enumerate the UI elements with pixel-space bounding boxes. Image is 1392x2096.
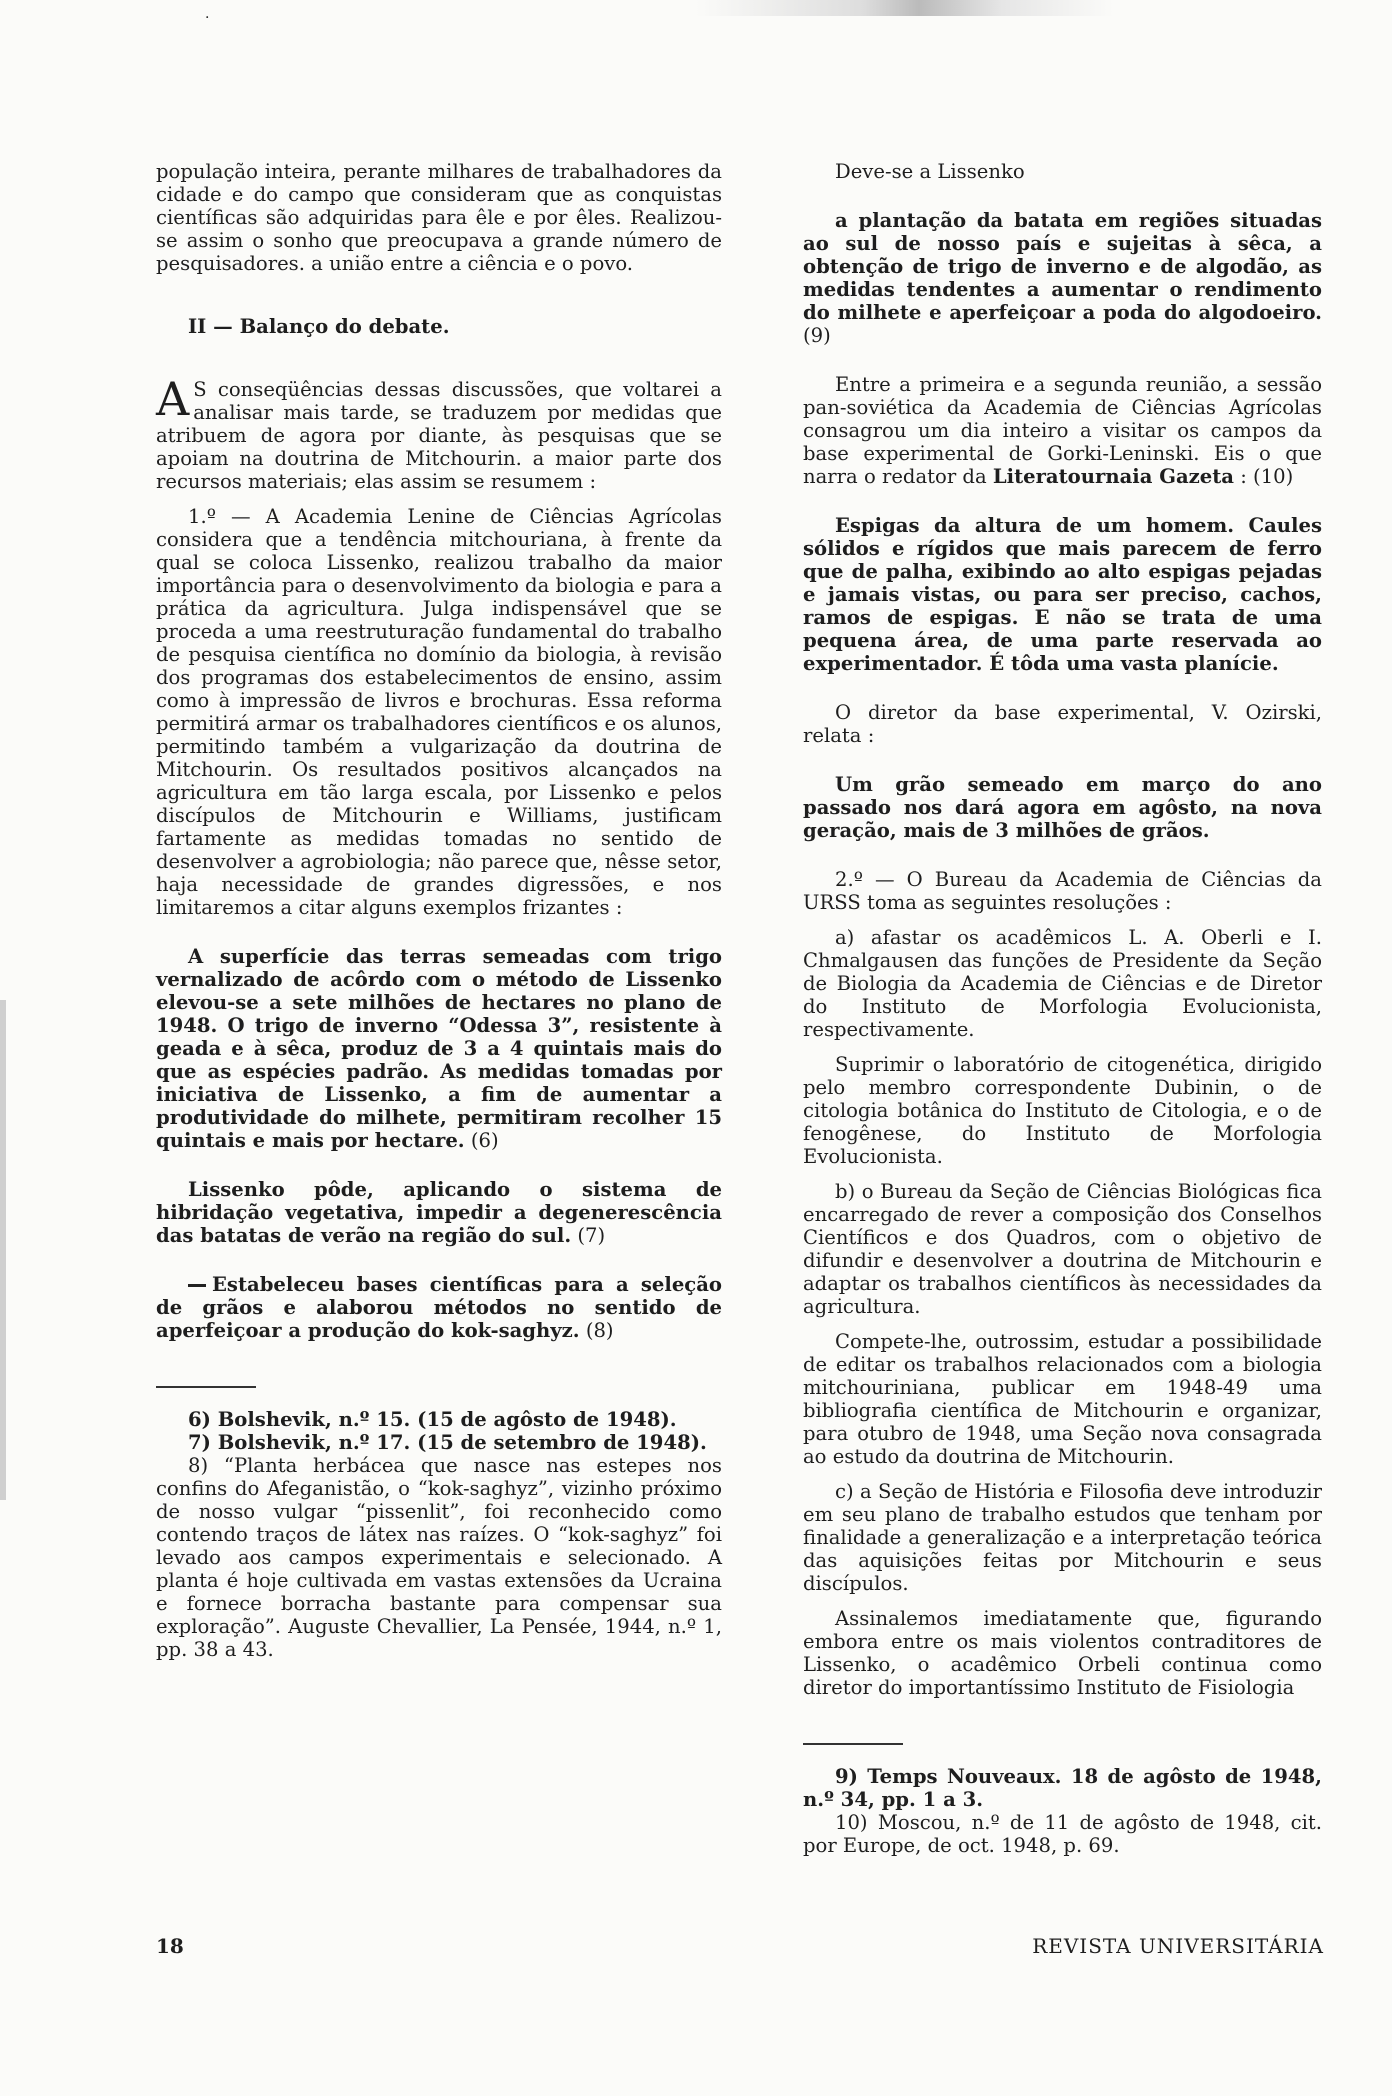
quote-superficie <box>156 945 722 1152</box>
devese-paragraph: Deve-se a Lissenko <box>835 160 1025 183</box>
quote-plantacao <box>803 209 1322 347</box>
footnote-7: 7) Bolshevik, n.º 17. (15 de setembro de 1948). <box>188 1431 707 1454</box>
ref-8: (8) <box>579 1319 614 1342</box>
literatournaia-gazeta: Literatournaia Gazeta <box>992 465 1234 488</box>
scan-speck: · <box>205 10 210 26</box>
diretor-paragraph: O diretor da base experimental, V. Ozirski, relata : <box>803 701 1322 747</box>
ref-7: (7) <box>571 1224 606 1247</box>
point-1-paragraph: 1.º — A Academia Lenine de Ciências Agrícolas considera que a tendência mitchouriana, à frente da qual se coloca Lissenko, realizou trabalho da maior importância para o desenvolvimento da biologia e para a prática da agricultura. Julga indispensável que se proceda a uma reestruturação fundamental do trabalho de pesquisa científica no domínio da biologia, à revisão dos programas dos estabelecimentos de ensino, assim como à impressão de livros e brochuras. Essa reforma permitirá armar os trabalhadores científicos e os alunos, permitindo também a vulgarização da doutrina de Mitchourin. Os resultados positivos alcançados na agricultura em tão larga escala, por Lissenko e pelos discípulos de Mitchourin e Williams, justificam fartamente as medidas tomadas no sentido de desenvolver a agrobiologia; não parece que, nêsse setor, haja necessidade de grandes digressões, e nos limitaremos a citar alguns exemplos frizantes : <box>156 505 722 919</box>
left-column <box>156 160 722 1661</box>
footnote-divider-right <box>803 1743 903 1745</box>
journal-title: REVISTA UNIVERSITÁRIA <box>1032 1934 1324 1958</box>
footnote-8: 8) “Planta herbácea que nasce nas estepes nos confins do Afeganistão, o “kok-saghyz”, vizinho próximo de nosso vulgar “pissenlit”, foi reconhecido como contendo traços de látex nas raízes. O “kok-saghyz” foi levado aos campos experimentais e selecionado. A planta é hoje cultivada em vastas extensões da Ucraina e fornece borracha bastante para compensar sua exploração”. Auguste Chevallier, La Pensée, 1944, n.º 1, pp. 38 a 43. <box>156 1454 722 1661</box>
ref-6: (6) <box>464 1129 499 1152</box>
footnote-10: 10) Moscou, n.º de 11 de agôsto de 1948, cit. por Europe, de oct. 1948, p. 69. <box>803 1811 1322 1857</box>
assinalemos-paragraph: Assinalemos imediatamente que, figurando embora entre os mais violentos contraditores de Lissenko, o acadêmico Orbeli continua como diretor do importantíssimo Instituto de Fisiologia <box>803 1607 1322 1699</box>
drop-cap: A <box>156 372 190 426</box>
footnote-divider <box>156 1386 256 1388</box>
footnote-6: 6) Bolshevik, n.º 15. (15 de agôsto de 1948). <box>188 1408 677 1431</box>
intro-paragraph: população inteira, perante milhares de trabalhadores da cidade e do campo que consideram que as conquistas científicas são adquiridas para êle e por êles. Realizou-se assim o sonho que preocupava a grande número de pesquisadores. a união entre a ciência e o povo. <box>156 160 722 275</box>
scan-edge-left <box>0 1000 6 1500</box>
quote-lissenko <box>156 1178 722 1247</box>
right-column <box>803 160 1322 1857</box>
item-a-paragraph: a) afastar os acadêmicos L. A. Oberli e I. Chmalgausen das funções de Presidente da Seção de Biologia da Academia de Ciências e de Diretor do Instituto de Morfologia Evolucionista, respectivamente. <box>803 926 1322 1041</box>
entre-paragraph <box>803 373 1322 488</box>
compete-paragraph: Compete-lhe, outrossim, estudar a possibilidade de editar os trabalhos relacionados com a biologia mitchouriniana, publicar em 1948-49 uma bibliografia científica de Mitchourin e organizar, para otubro de 1948, uma Seção nova consagrada ao estudo da doutrina de Mitchourin. <box>803 1330 1322 1468</box>
section-heading: II — Balanço do debate. <box>188 315 450 338</box>
entre-text: Entre a primeira e a segunda reunião, a sessão pan-soviética da Academia de Ciências Agrícolas consagrou um dia inteiro a visitar os campos da base experimental de Gorki-Leninski. Eis o que narra o redator da <box>803 373 1322 488</box>
consequences-paragraph <box>156 372 722 493</box>
entre-end: : (10) <box>1234 465 1294 488</box>
footnote-9: 9) Temps Nouveaux. 18 de agôsto de 1948, n.º 34, pp. 1 a 3. <box>803 1765 1322 1811</box>
page-number: 18 <box>156 1934 184 1958</box>
suprimir-paragraph: Suprimir o laboratório de citogenética, dirigido pelo membro correspondente Dubinin, o de citologia botânica do Instituto de Citologia, e o de fenogênese, do Instituto de Morfologia Evolucionista. <box>803 1053 1322 1168</box>
quote-plantacao-text: a plantação da batata em regiões situadas ao sul de nosso país e sujeitas à sêca, a obtenção de trigo de inverno e de algodão, as medidas tendentes a aumentar o rendimento do milhete e aperfeiçoar a poda do algodoeiro. <box>803 209 1322 324</box>
ref-9: (9) <box>803 324 831 347</box>
quote-espigas: Espigas da altura de um homem. Caules sólidos e rígidos que mais parecem de ferro que de palha, exibindo ao alto espigas pejadas e jamais vistas, ou para ser preciso, cachos, ramos de espigas. E não se trata de uma pequena área, de uma parte reservada ao experimentador. É tôda uma vasta planície. <box>803 514 1322 675</box>
consequences-text: S conseqüências dessas discussões, que voltarei a analisar mais tarde, se traduzem por medidas que atribuem de agora por diante, às pesquisas que se apoiam na doutrina de Mitchourin. a maior parte dos recursos materiais; elas assim se resumem : <box>156 378 722 493</box>
item-b-paragraph: b) o Bureau da Seção de Ciências Biológicas fica encarregado de rever a composição dos Conselhos Científicos e dos Quadros, com o objetivo de difundir e desenvolver a doutrina de Mitchourin e adaptar os trabalhos científicos às necessidades da agricultura. <box>803 1180 1322 1318</box>
dash-mark <box>188 1284 206 1287</box>
quote-lissenko-text: Lissenko pôde, aplicando o sistema de hibridação vegetativa, impedir a degenerescência das batatas de verão na região do sul. <box>156 1178 722 1247</box>
point-2-paragraph: 2.º — O Bureau da Academia de Ciências da URSS toma as seguintes resoluções : <box>803 868 1322 914</box>
item-c-paragraph: c) a Seção de História e Filosofia deve introduzir em seu plano de trabalho estudos que tenham por finalidade a generalização e a interpretação teórica das aquisições feitas por Mitchourin e seus discípulos. <box>803 1480 1322 1595</box>
quote-grao: Um grão semeado em março do ano passado nos dará agora em agôsto, na nova geração, mais de 3 milhões de grãos. <box>803 773 1322 842</box>
quote-estabeleceu-text: Estabeleceu bases científicas para a seleção de grãos e alaborou métodos no sentido de aperfeiçoar a produção do kok-saghyz. <box>156 1273 722 1342</box>
quote-estabeleceu <box>156 1273 722 1342</box>
quote-superficie-text: A superfície das terras semeadas com trigo vernalizado de acôrdo com o método de Lissenko elevou-se a sete milhões de hectares no plano de 1948. O trigo de inverno “Odessa 3”, resistente à geada e à sêca, produz de 3 a 4 quintais mais do que as espécies padrão. As medidas tomadas por iniciativa de Lissenko, a fim de aumentar a produtividade do milhete, permitiram recolher 15 quintais e mais por hectare. <box>156 945 722 1152</box>
